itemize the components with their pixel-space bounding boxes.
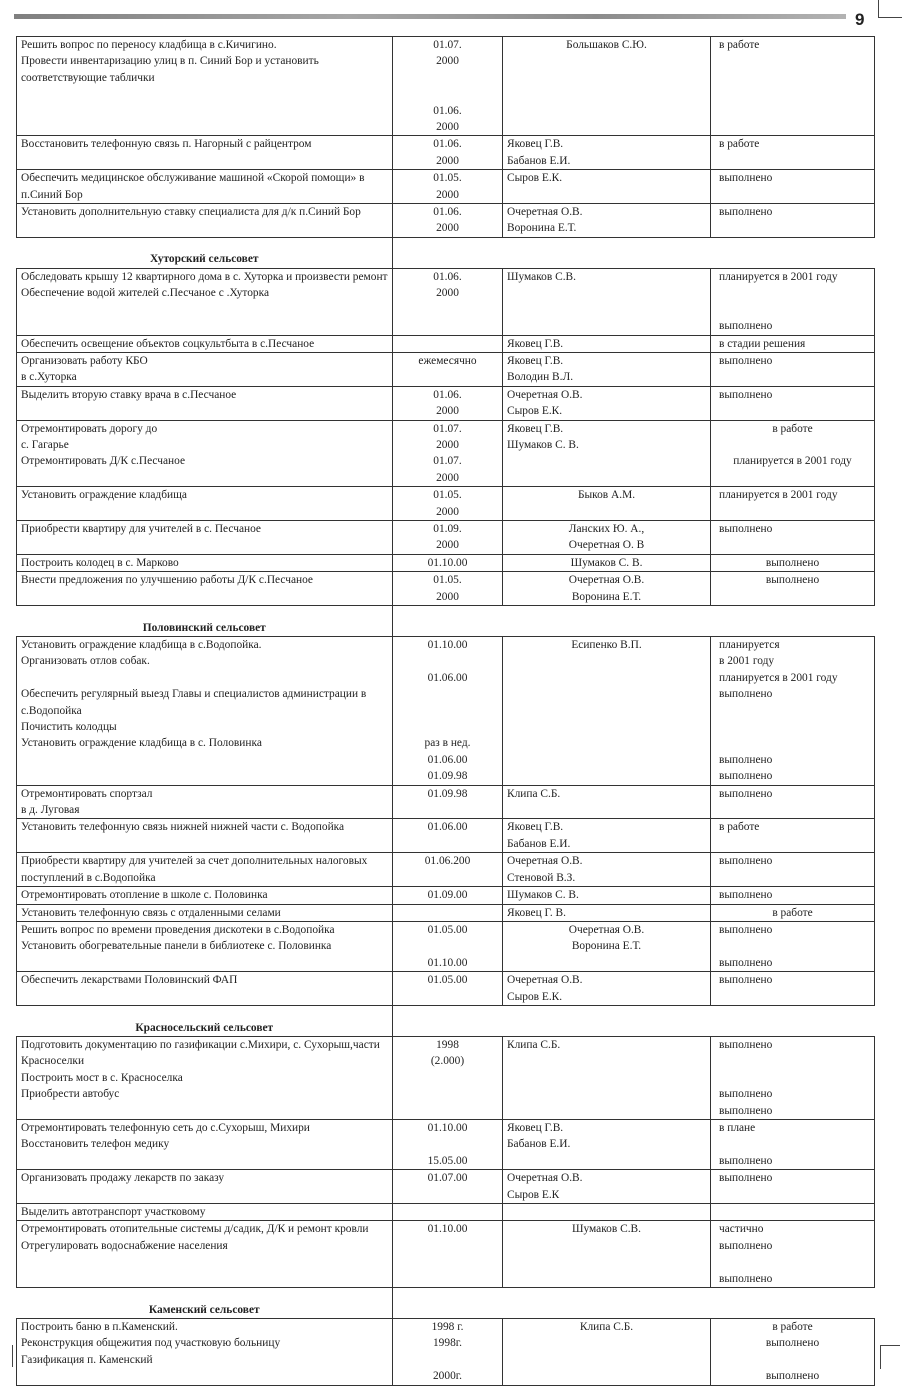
responsible-cell: Очеретная О.В. Воронина Е.Т.	[503, 204, 711, 238]
task-cell: Обеспечить медицинское обслуживание машиной «Скорой помощи» в п.Синий Бор	[17, 170, 393, 204]
responsible-cell: Шумаков С.В.	[503, 1221, 711, 1288]
responsible-cell: Очеретная О.В. Воронина Е.Т.	[503, 921, 711, 971]
task-cell: Установить ограждение кладбища в с.Водопойка. Организовать отлов собак. Обеспечить регулярный выезд Главы и специалистов администрации в с.Водопойка Почистить колодцы Установить ограждение кладбища в с. Половинка	[17, 637, 393, 786]
date-cell: 01.10.00	[393, 554, 503, 571]
status-cell: выполнено	[711, 520, 875, 554]
table-row	[17, 853, 875, 887]
table-row	[17, 352, 875, 386]
status-cell: выполнено выполнено выполнено	[711, 1036, 875, 1119]
table-row	[17, 554, 875, 571]
crop-mark-bottom-left	[12, 1345, 13, 1367]
section-title: Хуторский сельсовет	[17, 237, 393, 268]
table-row	[17, 487, 875, 521]
responsible-cell: Яковец Г.В. Бабанов Е.И.	[503, 136, 711, 170]
table-row	[17, 1036, 875, 1119]
responsible-cell: Ланских Ю. А., Очеретная О. В	[503, 520, 711, 554]
date-cell: 01.06. 2000	[393, 386, 503, 420]
task-cell: Установить дополнительную ставку специалиста для д/к п.Синий Бор	[17, 204, 393, 238]
table-row	[17, 204, 875, 238]
status-cell: выполнено	[711, 1170, 875, 1204]
responsible-cell: Очеретная О.В. Сыров Е.К.	[503, 386, 711, 420]
task-cell: Отремонтировать спортзал в д. Луговая	[17, 785, 393, 819]
status-cell: выполнено	[711, 352, 875, 386]
status-cell: выполнено	[711, 170, 875, 204]
date-cell: 01.05. 2000	[393, 170, 503, 204]
table-row	[17, 1119, 875, 1169]
table-row	[17, 904, 875, 921]
status-cell: выполнено	[711, 785, 875, 819]
crop-mark-bottom-right	[880, 1345, 900, 1346]
section-blank	[393, 1288, 875, 1319]
task-cell: Построить баню в п.Каменский. Реконструкция общежития под участковую больницу Газификация п. Каменский	[17, 1319, 393, 1386]
task-cell: Установить ограждение кладбища	[17, 487, 393, 521]
table-row	[17, 1204, 875, 1221]
task-cell: Отремонтировать телефонную сеть до с.Сухорыш, Михири Восстановить телефон медику	[17, 1119, 393, 1169]
section-blank	[393, 1005, 875, 1036]
status-cell: в работе планируется в 2001 году	[711, 420, 875, 487]
date-cell: 01.09.00	[393, 887, 503, 904]
date-cell: 01.05.00 01.10.00	[393, 921, 503, 971]
date-cell: 01.10.00 01.06.00 раз в нед. 01.06.00 01.09.98	[393, 637, 503, 786]
action-plan-table	[16, 36, 875, 1386]
task-cell: Отремонтировать отопление в школе с. Половинка	[17, 887, 393, 904]
table-row	[17, 972, 875, 1006]
task-cell: Обеспечить освещение объектов соцкультбыта в с.Песчаное	[17, 335, 393, 352]
table-row	[17, 136, 875, 170]
responsible-cell: Очеретная О.В. Стеновой В.З.	[503, 853, 711, 887]
section-header-row	[17, 1288, 875, 1319]
table-row	[17, 1221, 875, 1288]
page-number: 9	[855, 10, 865, 29]
table-row	[17, 887, 875, 904]
status-cell: выполнено	[711, 887, 875, 904]
table-row	[17, 921, 875, 971]
responsible-cell: Шумаков С.В.	[503, 268, 711, 335]
section-blank	[393, 237, 875, 268]
responsible-cell: Клипа С.Б.	[503, 785, 711, 819]
task-cell: Приобрести квартиру для учителей в с. Песчаное	[17, 520, 393, 554]
status-cell: в стадии решения	[711, 335, 875, 352]
task-cell: Выделить автотранспорт участковому	[17, 1204, 393, 1221]
section-header-row	[17, 237, 875, 268]
date-cell: 01.05.00	[393, 972, 503, 1006]
responsible-cell: Большаков С.Ю.	[503, 37, 711, 136]
table-row	[17, 572, 875, 606]
status-cell: выполнено	[711, 572, 875, 606]
status-cell: в работе выполнено выполнено	[711, 1319, 875, 1386]
task-cell: Решить вопрос по переносу кладбища в с.Кичигино. Провести инвентаризацию улиц в п. Синий Бор и установить соответствующие таблички	[17, 37, 393, 136]
table-row	[17, 819, 875, 853]
date-cell: 1998 г. 1998г. 2000г.	[393, 1319, 503, 1386]
task-cell: Установить телефонную связь с отдаленными селами	[17, 904, 393, 921]
task-cell: Подготовить документацию по газификации с.Михири, с. Сухорыш,части Красноселки Построить мост в с. Красноселка Приобрести автобус	[17, 1036, 393, 1119]
responsible-cell: Сыров Е.К.	[503, 170, 711, 204]
date-cell: 01.07. 2000 01.06. 2000	[393, 37, 503, 136]
table-row	[17, 335, 875, 352]
status-cell: планируется в 2001 году	[711, 487, 875, 521]
status-cell: выполнено	[711, 853, 875, 887]
status-cell: в работе	[711, 819, 875, 853]
date-cell: ежемесячно	[393, 352, 503, 386]
status-cell	[711, 1204, 875, 1221]
responsible-cell: Очеретная О.В. Воронина Е.Т.	[503, 572, 711, 606]
responsible-cell: Есипенко В.П.	[503, 637, 711, 786]
task-cell: Восстановить телефонную связь п. Нагорный с райцентром	[17, 136, 393, 170]
task-cell: Приобрести квартиру для учителей за счет дополнительных налоговых поступлений в с.Водопойка	[17, 853, 393, 887]
status-cell: выполнено	[711, 972, 875, 1006]
responsible-cell: Шумаков С. В.	[503, 554, 711, 571]
task-cell: Организовать продажу лекарств по заказу	[17, 1170, 393, 1204]
responsible-cell	[503, 1204, 711, 1221]
date-cell: 01.09.98	[393, 785, 503, 819]
date-cell	[393, 904, 503, 921]
table-row	[17, 386, 875, 420]
crop-mark-bottom-right-v	[880, 1345, 881, 1369]
responsible-cell: Шумаков С. В.	[503, 887, 711, 904]
date-cell: 01.09. 2000	[393, 520, 503, 554]
task-cell: Обследовать крышу 12 квартирного дома в с. Хуторка и произвести ремонт Обеспечение водой жителей с.Песчаное с .Хуторка	[17, 268, 393, 335]
table-row	[17, 1170, 875, 1204]
task-cell: Внести предложения по улучшению работы Д/К с.Песчаное	[17, 572, 393, 606]
responsible-cell: Яковец Г.В. Бабанов Е.И.	[503, 1119, 711, 1169]
date-cell: 01.10.00 15.05.00	[393, 1119, 503, 1169]
responsible-cell: Яковец Г. В.	[503, 904, 711, 921]
section-title: Красносельский сельсовет	[17, 1005, 393, 1036]
date-cell	[393, 1204, 503, 1221]
task-cell: Организовать работу КБО в с.Хуторка	[17, 352, 393, 386]
task-cell: Установить телефонную связь нижней нижней части с. Водопойка	[17, 819, 393, 853]
status-cell: частично выполнено выполнено	[711, 1221, 875, 1288]
crop-mark-top-right	[878, 0, 879, 18]
responsible-cell: Яковец Г.В.	[503, 335, 711, 352]
section-title: Каменский сельсовет	[17, 1288, 393, 1319]
status-cell: в плане выполнено	[711, 1119, 875, 1169]
responsible-cell: Очеретная О.В. Сыров Е.К.	[503, 972, 711, 1006]
crop-mark-top-right-h	[878, 17, 902, 18]
status-cell: планируется в 2001 году выполнено	[711, 268, 875, 335]
date-cell: 01.06. 2000	[393, 268, 503, 335]
section-title: Половинский сельсовет	[17, 606, 393, 637]
date-cell: 01.05. 2000	[393, 487, 503, 521]
responsible-cell: Клипа С.Б.	[503, 1319, 711, 1386]
date-cell: 01.06.200	[393, 853, 503, 887]
status-cell: выполнено	[711, 554, 875, 571]
date-cell: 1998 (2.000)	[393, 1036, 503, 1119]
table-row	[17, 37, 875, 136]
status-cell: планируется в 2001 году планируется в 2001 году выполнено выполнено выполнено	[711, 637, 875, 786]
responsible-cell: Быков А.М.	[503, 487, 711, 521]
table-row	[17, 785, 875, 819]
table-row	[17, 268, 875, 335]
task-cell: Отремонтировать отопительные системы д/садик, Д/К и ремонт кровли Отрегулировать водоснабжение населения	[17, 1221, 393, 1288]
table-row	[17, 637, 875, 786]
status-cell: выполнено выполнено	[711, 921, 875, 971]
section-blank	[393, 606, 875, 637]
date-cell: 01.06. 2000	[393, 204, 503, 238]
date-cell: 01.06. 2000	[393, 136, 503, 170]
date-cell: 01.07. 2000 01.07. 2000	[393, 420, 503, 487]
table-row	[17, 170, 875, 204]
table-row	[17, 420, 875, 487]
date-cell: 01.06.00	[393, 819, 503, 853]
task-cell: Решить вопрос по времени проведения дискотеки в с.Водопойка Установить обогревательные панели в библиотеке с. Половинка	[17, 921, 393, 971]
date-cell: 01.10.00	[393, 1221, 503, 1288]
task-cell: Построить колодец в с. Марково	[17, 554, 393, 571]
date-cell: 01.07.00	[393, 1170, 503, 1204]
responsible-cell: Яковец Г.В. Бабанов Е.И.	[503, 819, 711, 853]
task-cell: Обеспечить лекарствами Половинский ФАП	[17, 972, 393, 1006]
section-header-row	[17, 606, 875, 637]
date-cell	[393, 335, 503, 352]
status-cell: в работе	[711, 37, 875, 136]
top-rule	[14, 14, 846, 19]
responsible-cell: Очеретная О.В. Сыров Е.К	[503, 1170, 711, 1204]
status-cell: в работе	[711, 136, 875, 170]
table-body	[17, 37, 875, 1386]
status-cell: выполнено	[711, 204, 875, 238]
task-cell: Отремонтировать дорогу до с. Гагарье Отремонтировать Д/К с.Песчаное	[17, 420, 393, 487]
task-cell: Выделить вторую ставку врача в с.Песчаное	[17, 386, 393, 420]
responsible-cell: Клипа С.Б.	[503, 1036, 711, 1119]
status-cell: выполнено	[711, 386, 875, 420]
date-cell: 01.05. 2000	[393, 572, 503, 606]
table-row	[17, 520, 875, 554]
status-cell: в работе	[711, 904, 875, 921]
section-header-row	[17, 1005, 875, 1036]
table-row	[17, 1319, 875, 1386]
responsible-cell: Яковец Г.В. Володин В.Л.	[503, 352, 711, 386]
responsible-cell: Яковец Г.В. Шумаков С. В.	[503, 420, 711, 487]
